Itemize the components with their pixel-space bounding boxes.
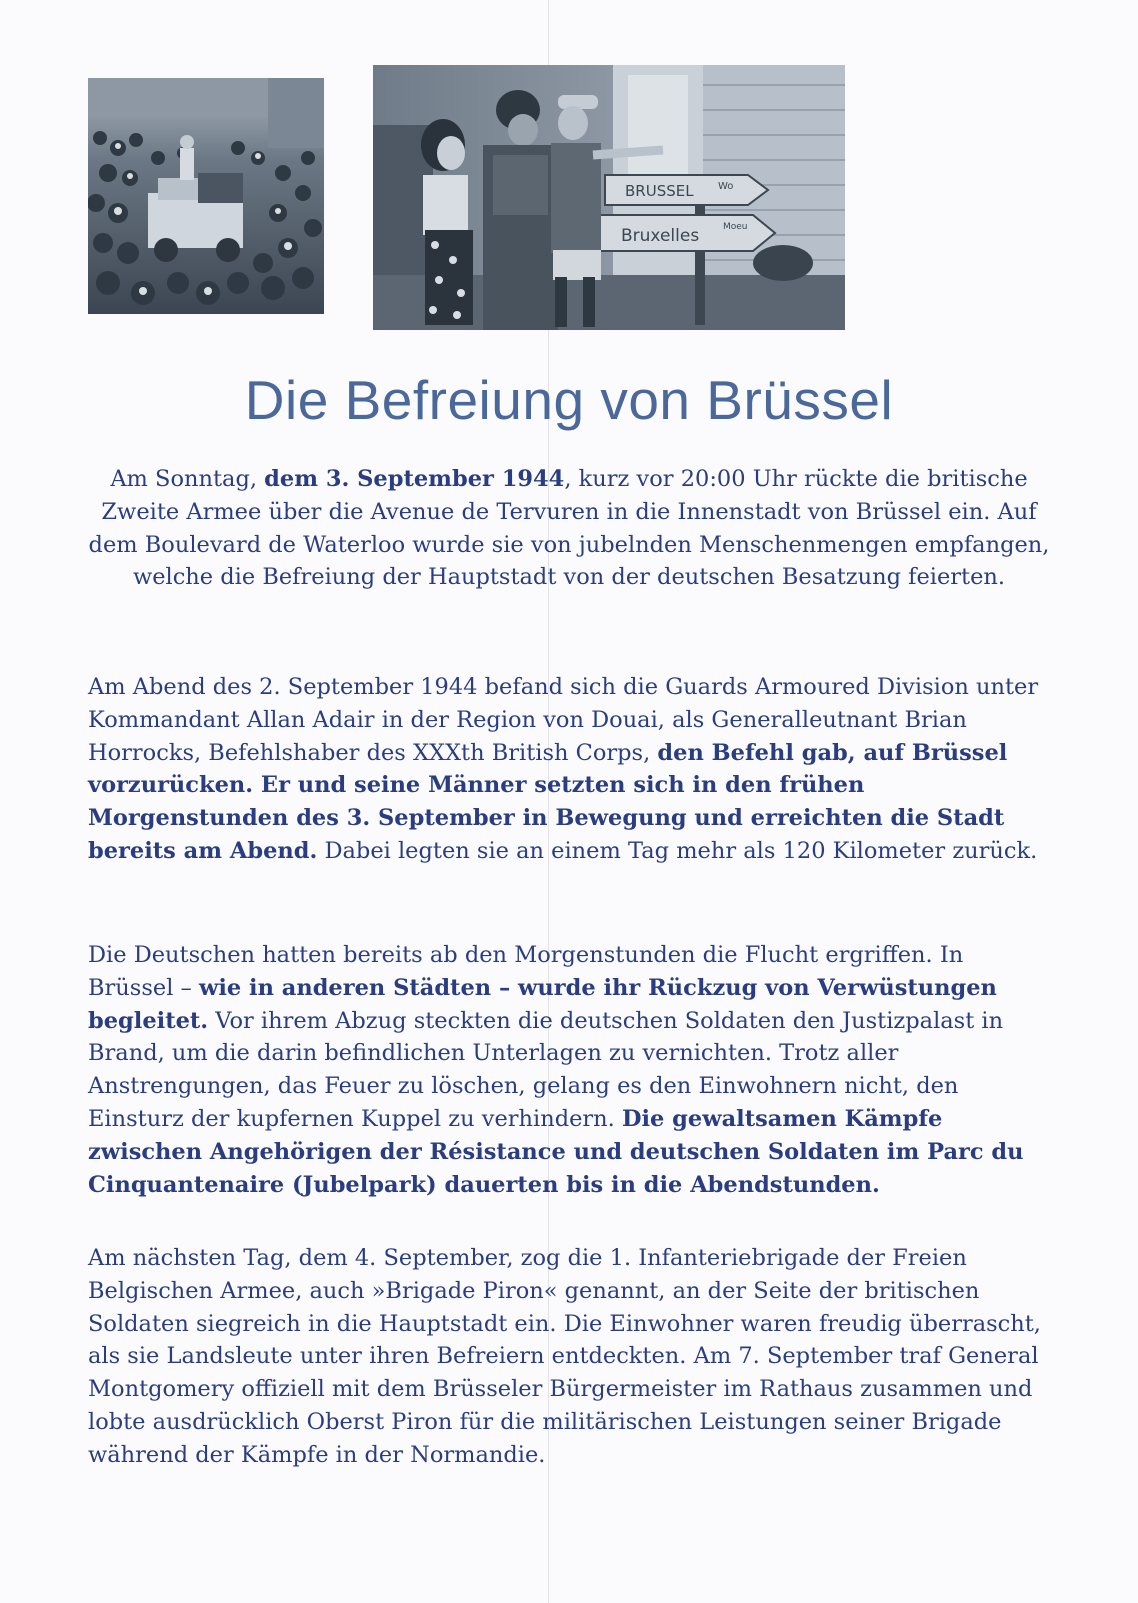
emphasized-text: den Befehl gab, auf Brüssel vorzurücken. Er und seine Männer setzten sich in den frühen Morgenstunden des 3. September in Bewegung und erreichten die Stadt bereits am Abend.	[88, 739, 1008, 864]
text-run: Am Sonntag,	[110, 466, 265, 492]
text-run: Dabei legten sie an einem Tag mehr als 120 Kilometer zurück.	[317, 837, 1038, 864]
page-title: Die Befreiung von Brüssel	[244, 369, 894, 431]
paragraph-retreat	[88, 939, 1050, 1201]
text-run: , kurz vor 20:00 Uhr rückte die britische Zweite Armee über die Avenue de Tervuren in die Innenstadt von Brüssel ein. Auf dem Boulevard de Waterloo wurde sie von jubelnden Menschenmengen empfangen, welche die Befreiung der Hauptstadt von der deutschen Besatzung feierten.	[88, 466, 1050, 591]
paragraph-advance	[88, 671, 1050, 868]
sign-bottom-note: Moeu	[723, 222, 748, 232]
crowd-photo	[88, 78, 324, 314]
sign-bottom-text: Bruxelles	[621, 226, 700, 246]
emphasized-text: Die gewaltsamen Kämpfe zwischen Angehörigen der Résistance und deutschen Soldaten im Parc du Cinquantenaire (Jubelpark) dauerten bis in die Abendstunden.	[88, 1105, 1024, 1198]
intro-paragraph	[88, 463, 1050, 594]
emphasized-text: wie in anderen Städten – wurde ihr Rückzug von Verwüstungen begleitet.	[88, 974, 997, 1034]
street-sign-photo-icon	[373, 65, 845, 330]
emphasized-text: dem 3. September 1944	[264, 466, 565, 492]
crowd-photo-icon	[88, 78, 324, 314]
text-run: Die Deutschen hatten bereits ab den Morgenstunden die Flucht ergriffen. In Brüssel –	[88, 942, 964, 1001]
sign-top-note: Wo	[718, 181, 734, 192]
text-run: Am nächsten Tag, dem 4. September, zog die 1. Infanteriebrigade der Freien Belgischen Armee, auch »Brigade Piron« genannt, an der Seite der britischen Soldaten siegreich in die Hauptstadt ein. Die Einwohner waren freudig überrascht, als sie Landsleute unter ihren Befreiern entdeckten. Am 7. September traf General Montgomery offiziell mit dem Brüsseler Bürgermeister im Rathaus zusammen und lobte ausdrücklich Oberst Piron für die militärischen Leistungen seiner Brigade während der Kämpfe in der Normandie.	[88, 1245, 1041, 1468]
street-sign-photo	[373, 65, 845, 330]
sign-top-text: BRUSSEL	[625, 182, 694, 200]
text-run: Am Abend des 2. September 1944 befand sich die Guards Armoured Division unter Kommandant Allan Adair in der Region von Douai, als Generalleutnant Brian Horrocks, Befehlshaber des XXXth British Corps,	[88, 674, 1039, 766]
text-run: Vor ihrem Abzug steckten die deutschen Soldaten den Justizpalast in Brand, um die darin befindlichen Unterlagen zu vernichten. Trotz aller Anstrengungen, das Feuer zu löschen, gelang es den Einwohnern nicht, den Einsturz der kupfernen Kuppel zu verhindern.	[88, 1007, 1004, 1132]
paragraph-brigade-piron	[88, 1242, 1050, 1472]
